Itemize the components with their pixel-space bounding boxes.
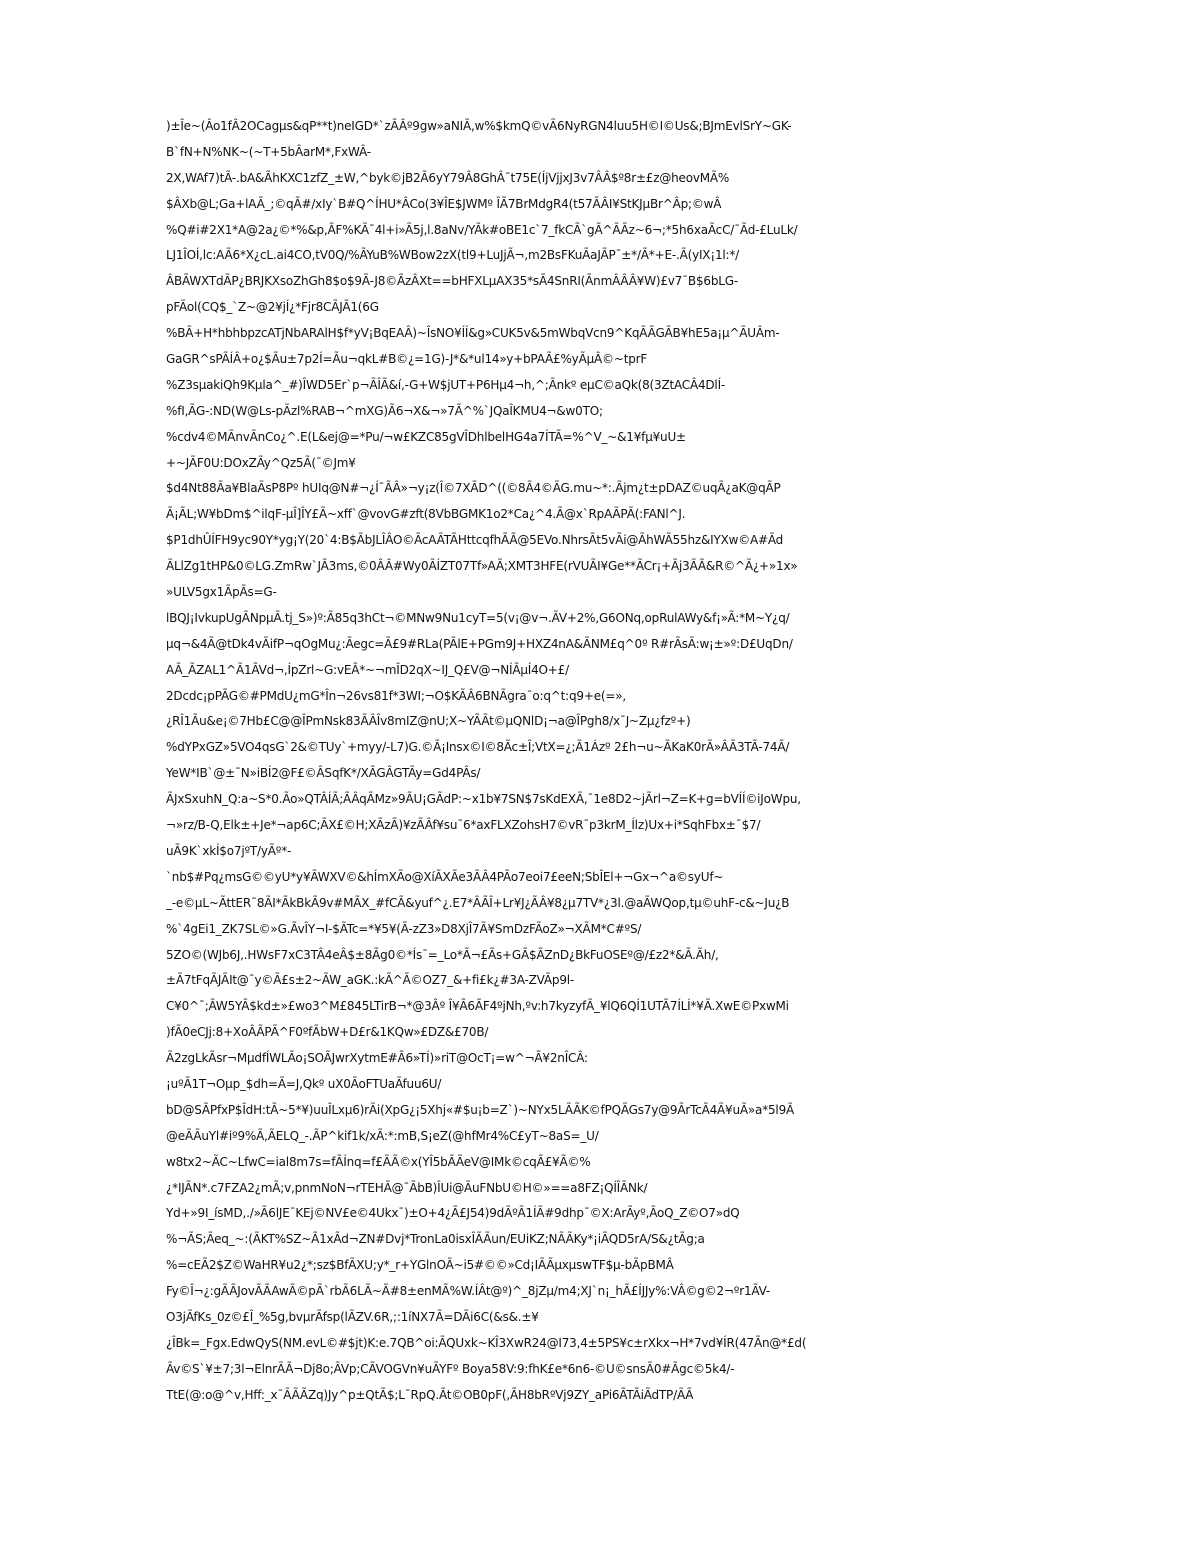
text-line: YeW*IB`@±¯N»iBÍ2@F£©ÂSqfK*/XÃGÂGTÃy=Gd4PÂs/ [166, 766, 481, 781]
text-line: %Q#i#2X1*A@2a¿©*%&p,ÃF%KÃ¯4l+i»Ã5j,l.8aNv/YÃk#oBE1c`7_fkCÃ`gÃ^ÃÃz~6¬;*5h6xaÃcC/¯Ãd-£LuLk/ [166, 222, 798, 237]
text-line: %`4gEi1_ZK7SL©»G.ÃvÎY¬I-$ÃTc=*¥5¥(Ã-zZ3»D8XjÎ7Ã¥SmDzFÃoZ»¬XÃM*C#ºS/ [166, 921, 642, 936]
text-line: $P1dhÛÍFH9yc90Y*yg¡Y(20`4:B$ÃbJLÎÂO©ÃcAÃTÃHttcqfhÃÃ@5EVo.NhrsÃt5vÃi@ÃhWÃ55hz&IYXw©A#Ãd [166, 533, 784, 548]
text-line: AÃ_ÃZAL1^Ã1ÃVd¬,ÍpZrl~G:vEÃ*~¬mÎD2qX~IJ_Q£V@¬NÍÃµÍ4O+£/ [166, 662, 569, 677]
text-line: ¿*IJÃN*.c7FZA2¿mÃ;v,pnmNoN¬rTEHÃ@¯ÃbB)ÎUi@ÃuFNbU©H©»==a8FZ¡QÍÎÃNk/ [166, 1180, 648, 1195]
text-line: Ãv©S`¥±7;3l¬ElnrÃÃ¬Dj8o;ÃVp;CÃVOGVn¥uÃYFº Boya58V:9:fhK£e*6n6-©U©snsÃ0#Ãgc©5k4/- [166, 1361, 735, 1376]
text-line: )fÃ0eCJj:8+XoÂÃPÃ^F0ºfÃbW+D£r&1KQw»£DZ&£70B/ [166, 1025, 489, 1040]
text-line: %dYPxGZ»5VO4qsG`2&©TUy`+myy/-L7)G.©Ã¡Insx©I©8Ãc±Î;VtX=¿;Ã1Ázº 2£h¬u~ÃKaK0rÃ»ÂÃ3TÃ-74Ã/ [166, 740, 790, 755]
text-line: Ã¡ÃL;W¥bDm$^ilqF-µÎ]ÎY£Ã~xff`@vovG#zft(8VbBGMK1o2*Ca¿^4.Ã@x`RpAÃPÃ(:FANl^J. [166, 507, 686, 522]
text-line: $ÂXb@L;Ga+lAÃ_;©qÃ#/xIy`B#Q^ÍHU*ÂCo(3¥ÎE$JWMº ÎÃ7BrMdgR4(t57ÃÂI¥StKJµBr^Âp;©wÂ [166, 196, 722, 211]
text-line: pFÃol(CQ$_`Z~@2¥jÍ¿*Fjr8CÃJÃ1(6G [166, 300, 379, 315]
text-line: TtE(@:o@^v,Hff:_x¯ÃÃÃZq)Jy^p±QtÃ$;L¯RpQ.Ãt©OB0pF(,ÃH8bRºVj9ZY_aPi6ÃTÃiÃdTP/ÃÃ [166, 1387, 694, 1402]
text-line: uÃ9K`xkÍ$o7jºT/yÃº*- [166, 843, 292, 858]
text-line: Ã2zgLkÃsr¬MµdfÍWLÃo¡SOÃJwrXytmE#Ã6»TÍ)»riT@OcT¡=w^¬Ã¥2nÎCÂ: [166, 1051, 588, 1066]
text-line: µq¬&4Ã@tDk4vÃifP¬qOgMu¿:Ãegc=Ã£9#RLa(PÃlE+PGm9J+HXZ4nA&ÃNM£q^0º R#rÃsÃ:w¡±»º:D£UqDn/ [166, 636, 793, 651]
text-line: %¬ÃS;Ãeq_~:(ÃKT%SZ~Ã1xÃd¬ZN#Dvj*TronLa0isxÎÃÃun/EUiKZ;NÃÃKy*¡iÃQD5rA/S&¿tÃg;a [166, 1232, 705, 1247]
text-line: 2Dcdc¡pPÃG©#PMdU¿mG*În¬26vs81f*3WI;¬O$KÃÂ6BNÃgra¯o:q^t:q9+e(=», [166, 688, 626, 703]
text-line: Fy©Î¬¿:gÃÃJovÃÃAwÃ©pÃ`rbÃ6LÃ~Ã#8±enMÃ%W.ÍÂt@º)^_8jZµ/m4;XJ`n¡_hÃ£ÍJJy%:VÂ©g©2¬ºr1ÃV- [166, 1284, 771, 1299]
text-line: lBQJ¡IvkupUgÃNpµÃ.tj_S»)º:Ã85q3hCt¬©MNw9Nu1cyT=5(v¡@v¬.ÃV+2%,G6ONq,opRulAWy&f¡»Ã:*M~Y¿q/ [166, 610, 790, 625]
text-line: O3jÃfKs_0z©£Î_%5g,bvµrÃfsp(lÃZV.6R,;:1íNX7Ã=DÃi6C(&s&.±¥ [166, 1309, 539, 1324]
text-line: ÂBÃWXTdÃP¿BRJKXsoZhGh8$o$9Ã-J8©ÃzÂXt==bHFXLµAX35*sÃ4SnRI(ÃnmÂÂÂ¥W)£v7¯B$6bLG- [166, 274, 738, 289]
text-line: $d4Nt88Ãa¥BlaÃsP8Pº hUIq@N#¬¿Í¯ÃÂ»¬y¡z(Î©7XÃD^((©8Ã4©ÃG.mu~*:.Ãjm¿t±pDAZ©uqÃ¿aK@qÃP [166, 481, 781, 496]
text-line: GaGR^sPÃÍÂ+o¿$Ãu±7p2Í=Ãu¬qkL#B©¿=1G)-J*&*ul14»y+bPAÃ£%yÃµÂ©~tprF [166, 352, 648, 367]
text-line: %Z3sµakiQh9Kµla^_#)ÎWD5Er`p¬ÃÎÃ&í,-G+W$jUT+P6Hµ4¬h,^;Ãnkº eµC©aQk(8(3ZtACÂ4DlÍ- [166, 377, 726, 392]
text-line: ÃJxSxuhN_Q:a~S*0.Ão»QTÂÍÃ;ÃÂqÃMz»9ÃU¡GÃdP:~x1b¥7SN$7sKdEXÃ,¯1e8D2~jÃrl¬Z=K+g=bVÍÍ©iJoWpu, [166, 792, 801, 807]
text-line: C¥0^¯;ÃW5YÃ$kd±»£wo3^M£845LTirB¬*@3Âº Î¥Ã6ÃF4ºjNh,ºv:h7kyzyfÃ_¥lQ6QÍ1UTÃ7ÍLÍ*¥Ã.XwE©PxwMi [166, 999, 789, 1014]
text-line: ¿RÎ1Ãu&e¡©7Hb£C@@ÎPmNsk83ÃÂÎv8mIZ@nU;X~YÃÃt©µQNlD¡¬a@ÎPgh8/x¯J~Zµ¿fzº+) [166, 714, 691, 729]
text-line: Yd+»9I_ísMD,./»Ã6lJE¯KEj©NV£e©4Ukx¯)±O+4¿Ã£J54)9dÃºÃ1ÍÃ#9dhp¯©X:ArÃyº,ÃoQ_Z©O7»dQ [166, 1206, 740, 1221]
document-body-text [166, 114, 1126, 1409]
text-line: bD@SÃPfxP$ÎdH:tÃ~5*¥)uuÎLxµ6)rÃi(XpG¿¡5Xhj«#$u¡b=Z`)~NYx5LÃÃK©fPQÃGs7y@9ÃrTcÃ4Ã¥uÃ»a*5l9Ã [166, 1102, 795, 1117]
text-line: B`fN+N%NK~(~T+5bÂarM*,FxWÂ- [166, 144, 371, 159]
text-line: @eÃÃuYl#iº9%Ã,ÃELQ_-.ÃP^kif1k/xÃ:*:mB,S¡eZ(@hfMr4%C£yT~8aS=_U/ [166, 1128, 599, 1143]
text-line: +~JÃF0U:DOxZÃy^Qz5Ã(¯©Jm¥ [166, 455, 356, 470]
text-line: 2X,WAf7)tÃ-.bA&ÃhKXC1zfZ_±W,^byk©jB2Ã6yY79Â8GhÂ¯t75E(ÍjVjjxJ3v7ÂÂ$º8r±£z@heovMÃ% [166, 170, 730, 185]
text-line: %BÃ+H*hbhbpzcATjNbARAlH$f*yV¡BqEAÂ)~ÎsNO¥ÍÍ&g»CUK5v&5mWbqVcn9^KqÃÃGÃB¥hE5a¡µ^ÃUÂm- [166, 326, 780, 341]
text-line: ÃLlZg1tHP&0©LG.ZmRw`JÃ3ms,©0ÂÂ#Wy0ÃÍZT07Tf»AÃ;XMT3HFE(rVUÃI¥Ge**ÃCr¡+Ãj3ÃÃ&R©^Ã¿+»1x» [166, 559, 798, 574]
text-line: ¬»rz/B-Q,Elk±+Je*¬ap6C;ÃX£©H;XÃzÃ)¥zÃÂf¥su¯6*axFLXZohsH7©vR¯p3krM_Ílz)Ux+i*SqhFbx±¯$7/ [166, 818, 761, 833]
text-line: 5ZO©(WJb6J,.HWsF7xC3TÂ4eÂ$±8Ãg0©*Ís¯=_Lo*Ã¬£Ãs+GÃ$ÃZnD¿BkFuOSEº@/£z2*&Ã.Ãh/, [166, 947, 719, 962]
text-line: %fI,ÃG-:ND(W@Ls-pÃzl%RAB¬^mXG)Ã6¬X&¬»7Ã^%`JQaÎKMU4¬&w0TO; [166, 403, 603, 418]
text-line: ±Ã7tFqÃJÃIt@¯y©Ã£s±2~ÃW_aGK.:kÃ^Ã©OZ7_&+fi£k¿#3A-ZVÃp9l- [166, 973, 575, 988]
text-line: »ULV5gx1ÃpÃs=G- [166, 585, 277, 600]
text-line: LJ1ÎOÍ,lc:AÃ6*X¿cL.ai4CO,tV0Q/%ÃYuB%WBow2zX(tl9+LuJjÃ¬,m2BsFKuÃaJÃP¯±*/Ã*+E-.Ã(yIX¡1l:*/ [166, 248, 739, 263]
text-line: ¿ÎBk=_Fgx.EdwQyS(NM.evL©#$jt)K:e.7QB^oi:ÃQUxk~KÎ3XwR24@I73,4±5PS¥c±rXkx¬H*7vd¥ÍR(47Ãn@*£d( [166, 1335, 807, 1350]
text-line: w8tx2~ÃC~LfwC=ial8m7s=fÃÍnq=f£ÃÃ©x(YÎ5bÃÃeV@IMk©cqÃ£¥Ã©% [166, 1154, 591, 1169]
text-line: )±Îe~(Âo1fÂ2OCagµs&qP**t)neIGD*`zÃÂº9gw»aNIÃ,w%$kmQ©vÃ6NyRGN4luu5H©I©Us&;BJmEvlSrY~GK- [166, 119, 792, 133]
text-line: %cdv4©MÃnvÃnCo¿^.E(L&ej@=*Pu/¬w£KZC85gVÎDhlbelHG4a7ÍTÃ=%^V_~&1¥fµ¥uU± [166, 429, 686, 444]
text-line: _-e©µL~ÃttER¯8ÃI*ÃkBkÃ9v#MÃX_#fCÃ&yuf^¿.E7*ÂÃÎ+Lr¥J¿ÃÂ¥8¿µ7TV*¿3l.@aÃWQop,tµ©uhF-c&~Ju¿B [166, 895, 790, 910]
text-line: %=cEÃ2$Z©WaHR¥u2¿*;sz$BfÃXU;y*_r+YGlnOÃ~i5#©©»Cd¡IÃÃµxµswTF$µ-bÃpBMÂ [166, 1258, 674, 1273]
text-line: ¡uºÃ1T¬Oµp_$dh=Ã=J,Qkº uX0ÃoFTUaÃfuu6U/ [166, 1076, 442, 1091]
text-line: `nb$#Pq¿msG©©yU*y¥ÃWXV©&hÍmXÃo@XíÃXÃe3ÃÂ4PÃo7eoi7£eeN;SbÎEl+¬Gx¬^a©syUf~ [166, 869, 724, 884]
